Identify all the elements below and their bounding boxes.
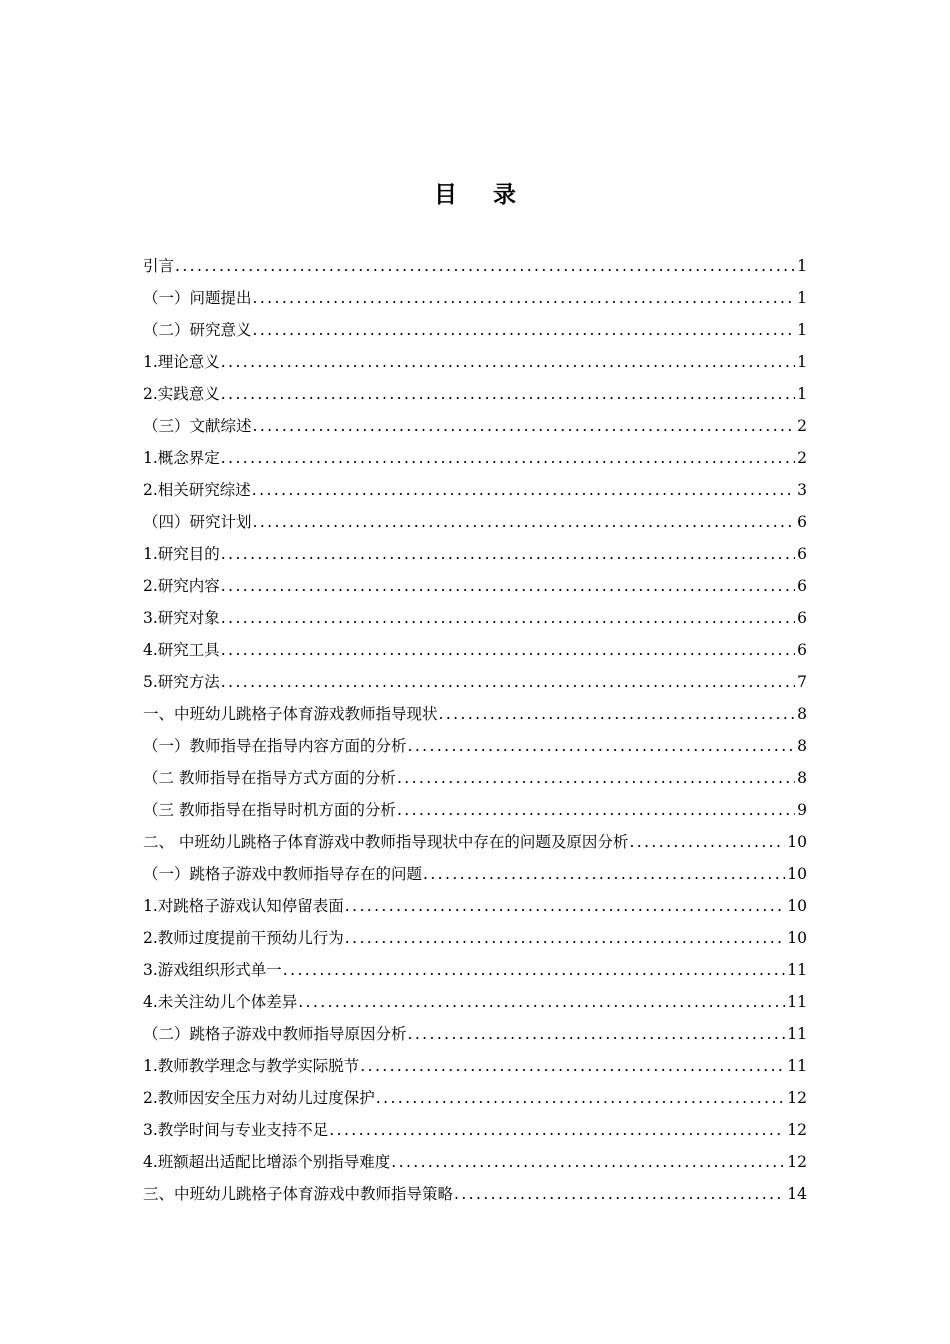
toc-entry[interactable] — [143, 442, 807, 474]
toc-entry-text: （二）研究意义 — [143, 321, 252, 339]
toc-entry[interactable] — [143, 282, 807, 314]
toc-entry[interactable] — [143, 538, 807, 570]
toc-entry[interactable] — [143, 858, 807, 890]
toc-entry[interactable] — [143, 826, 807, 858]
toc-dot-leader — [408, 730, 796, 762]
toc-dot-leader — [221, 634, 795, 666]
toc-entry[interactable] — [143, 986, 807, 1018]
toc-entry[interactable] — [143, 378, 807, 410]
toc-entry[interactable] — [143, 954, 807, 986]
toc-dot-leader — [397, 794, 795, 826]
toc-dot-leader — [376, 1082, 785, 1114]
toc-entry-text: 1.对跳格子游戏认知停留表面 — [143, 897, 344, 915]
toc-entry[interactable] — [143, 602, 807, 634]
toc-page-number: 1 — [797, 257, 807, 275]
toc-entry[interactable] — [143, 1146, 807, 1178]
toc-entry-text: （一）问题提出 — [143, 289, 252, 307]
toc-dot-leader — [439, 698, 796, 730]
toc-dot-leader — [221, 442, 795, 474]
toc-entry-text: 4.未关注幼儿个体差异 — [143, 993, 298, 1011]
toc-entry[interactable] — [143, 570, 807, 602]
toc-entry-text: 2.教师因安全压力对幼儿过度保护 — [143, 1089, 375, 1107]
toc-entry-text: 3.教学时间与专业支持不足 — [143, 1121, 329, 1139]
toc-page-number: 6 — [797, 545, 807, 563]
toc-dot-leader — [454, 1178, 785, 1210]
toc-entry[interactable] — [143, 666, 807, 698]
toc-entry[interactable] — [143, 1050, 807, 1082]
toc-page-number: 10 — [787, 897, 807, 915]
toc-dot-leader — [253, 410, 796, 442]
toc-entry[interactable] — [143, 794, 807, 826]
toc-entry-text: 4.研究工具 — [143, 641, 220, 659]
toc-entry-text: （一）教师指导在指导内容方面的分析 — [143, 737, 407, 755]
toc-page-number: 12 — [787, 1089, 807, 1107]
toc-entry-text: 二、 中班幼儿跳格子体育游戏中教师指导现状中存在的问题及原因分析 — [143, 833, 629, 851]
toc-entry-text: 5.研究方法 — [143, 673, 220, 691]
toc-entry-text: （三）文献综述 — [143, 417, 252, 435]
toc-entry[interactable] — [143, 506, 807, 538]
toc-entry-text: 3.研究对象 — [143, 609, 220, 627]
toc-entry-text: 1.教师教学理念与教学实际脱节 — [143, 1057, 360, 1075]
toc-dot-leader — [253, 314, 796, 346]
toc-page-number: 11 — [787, 993, 807, 1011]
toc-entry[interactable] — [143, 410, 807, 442]
toc-title: 目 录 — [433, 182, 530, 208]
toc-entry[interactable] — [143, 1018, 807, 1050]
toc-page-number: 3 — [797, 481, 807, 499]
toc-entry-text: （四）研究计划 — [143, 513, 252, 531]
toc-entry[interactable] — [143, 890, 807, 922]
toc-dot-leader — [252, 474, 795, 506]
toc-page-number: 6 — [797, 577, 807, 595]
toc-entry-text: 1.研究目的 — [143, 545, 220, 563]
toc-page-number: 6 — [797, 641, 807, 659]
toc-dot-leader — [329, 1114, 785, 1146]
toc-dot-leader — [345, 890, 785, 922]
toc-page-number: 9 — [797, 801, 807, 819]
toc-entry[interactable] — [143, 1082, 807, 1114]
toc-dot-leader — [345, 922, 785, 954]
toc-page-number: 1 — [797, 385, 807, 403]
toc-page-number: 12 — [787, 1121, 807, 1139]
toc-entry-text: 一、中班幼儿跳格子体育游戏教师指导现状 — [143, 705, 438, 723]
toc-dot-leader — [221, 538, 795, 570]
toc-dot-leader — [175, 250, 795, 282]
toc-entry[interactable] — [143, 634, 807, 666]
toc-dot-leader — [298, 986, 785, 1018]
toc-entry-text: 2.教师过度提前干预幼儿行为 — [143, 929, 344, 947]
toc-entry[interactable] — [143, 922, 807, 954]
toc-dot-leader — [253, 506, 796, 538]
toc-entry-text: （三 教师指导在指导时机方面的分析 — [143, 801, 396, 819]
toc-page-number: 12 — [787, 1153, 807, 1171]
toc-entry[interactable] — [143, 1178, 807, 1210]
toc-page-number: 1 — [797, 353, 807, 371]
toc-entry[interactable] — [143, 346, 807, 378]
toc-page-number: 10 — [787, 833, 807, 851]
toc-entry[interactable] — [143, 314, 807, 346]
toc-dot-leader — [221, 570, 795, 602]
toc-page-number: 8 — [797, 705, 807, 723]
toc-page-number: 14 — [787, 1185, 807, 1203]
toc-dot-leader — [221, 666, 795, 698]
toc-page-number: 6 — [797, 609, 807, 627]
toc-entry-text: （二）跳格子游戏中教师指导原因分析 — [143, 1025, 407, 1043]
toc-entry-text: 三、中班幼儿跳格子体育游戏中教师指导策略 — [143, 1185, 454, 1203]
toc-entry-text: （一）跳格子游戏中教师指导存在的问题 — [143, 865, 423, 883]
toc-page-number: 6 — [797, 513, 807, 531]
toc-entry-text: 引言 — [143, 257, 175, 275]
toc-dot-leader — [391, 1146, 785, 1178]
toc-entry-text: 2.实践意义 — [143, 385, 220, 403]
toc-page-number: 1 — [797, 321, 807, 339]
toc-page-number: 2 — [797, 449, 807, 467]
toc-page-number: 2 — [797, 417, 807, 435]
toc-page-number: 8 — [797, 769, 807, 787]
toc-page-number: 1 — [797, 289, 807, 307]
toc-entry-text: 1.理论意义 — [143, 353, 220, 371]
toc-dot-leader — [221, 378, 795, 410]
toc-page-number: 7 — [797, 673, 807, 691]
toc-page-number: 10 — [787, 929, 807, 947]
toc-dot-leader — [283, 954, 785, 986]
toc-entry-text: 1.概念界定 — [143, 449, 220, 467]
toc-dot-leader — [360, 1050, 785, 1082]
toc-dot-leader — [253, 282, 796, 314]
toc-entry[interactable] — [143, 762, 807, 794]
toc-entry[interactable] — [143, 250, 807, 282]
toc-entry-text: 2.研究内容 — [143, 577, 220, 595]
toc-page-number: 11 — [787, 1057, 807, 1075]
toc-entry-text: 4.班额超出适配比增添个别指导难度 — [143, 1153, 391, 1171]
toc-entry[interactable] — [143, 730, 807, 762]
toc-entry-text: （二 教师指导在指导方式方面的分析 — [143, 769, 396, 787]
toc-page-number: 8 — [797, 737, 807, 755]
toc-entry[interactable] — [143, 474, 807, 506]
toc-list — [143, 250, 807, 1210]
toc-entry-text: 2.相关研究综述 — [143, 481, 251, 499]
toc-dot-leader — [221, 346, 795, 378]
toc-dot-leader — [397, 762, 795, 794]
toc-dot-leader — [408, 1018, 786, 1050]
toc-page-number: 11 — [787, 1025, 807, 1043]
toc-page-number: 11 — [787, 961, 807, 979]
toc-dot-leader — [629, 826, 785, 858]
toc-dot-leader — [221, 602, 795, 634]
toc-page-number: 10 — [787, 865, 807, 883]
toc-entry-text: 3.游戏组织形式单一 — [143, 961, 282, 979]
toc-entry[interactable] — [143, 1114, 807, 1146]
toc-entry[interactable] — [143, 698, 807, 730]
toc-dot-leader — [423, 858, 785, 890]
